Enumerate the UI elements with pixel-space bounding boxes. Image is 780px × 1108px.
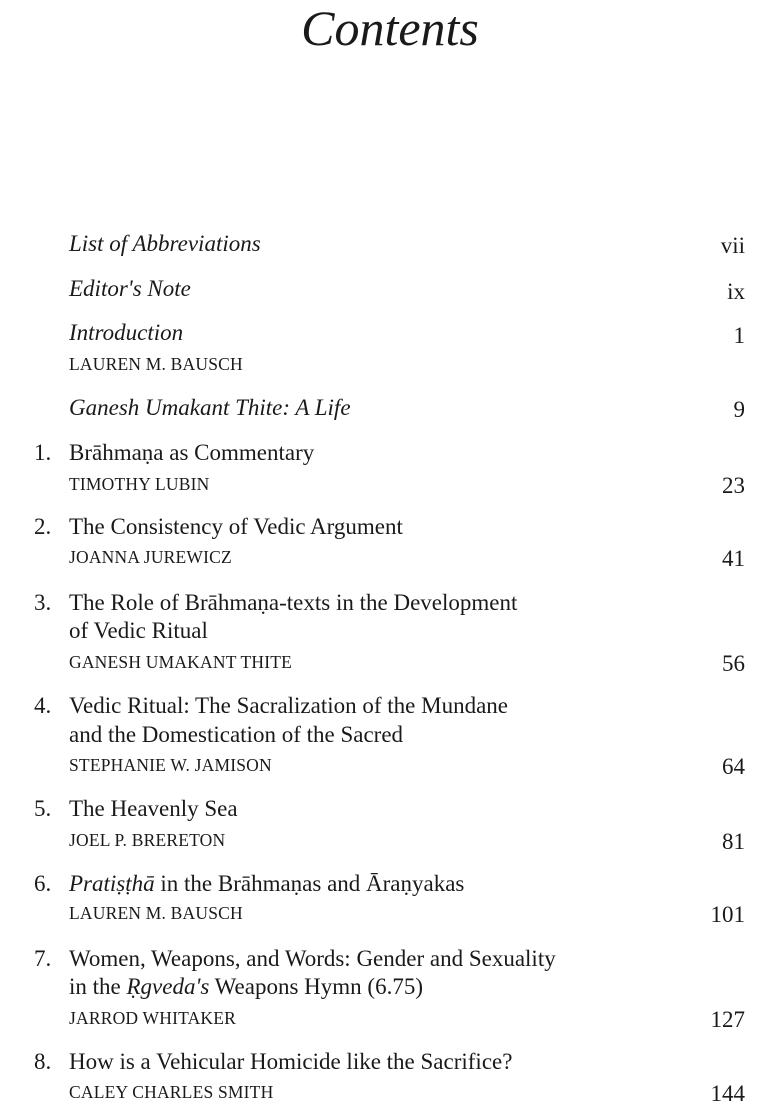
chapter-number: 5. — [34, 796, 52, 821]
toc-page-number: 64 — [722, 754, 745, 779]
chapter-author: TIMOTHY LUBIN — [69, 474, 210, 494]
chapter-author: STEPHANIE W. JAMISON — [69, 755, 272, 775]
toc-page-number: 101 — [710, 902, 745, 927]
chapter-author: LAUREN M. BAUSCH — [69, 903, 243, 923]
chapter-number: 1. — [34, 440, 52, 465]
chapter-title[interactable]: The Heavenly Sea — [69, 796, 238, 821]
chapter-title[interactable]: The Role of Brāhmaṇa-texts in the Development — [69, 590, 518, 615]
toc-page-number: 127 — [710, 1007, 745, 1032]
toc-page-number: vii — [720, 233, 745, 258]
toc-page-number: 9 — [733, 397, 745, 422]
chapter-number: 7. — [34, 946, 52, 971]
chapter-title-continued[interactable]: of Vedic Ritual — [69, 618, 208, 643]
chapter-author: CALEY CHARLES SMITH — [69, 1082, 274, 1102]
chapter-title[interactable]: Pratiṣṭhā in the Brāhmaṇas and Āraṇyakas — [69, 871, 465, 896]
toc-page-number: 41 — [722, 546, 745, 571]
chapter-title[interactable]: The Consistency of Vedic Argument — [69, 514, 403, 539]
toc-entry-title[interactable]: Editor's Note — [69, 276, 191, 301]
chapter-number: 3. — [34, 590, 52, 615]
chapter-title[interactable]: Vedic Ritual: The Sacralization of the Mundane — [69, 693, 508, 718]
toc-page-number: ix — [727, 279, 745, 304]
toc-entry-author: LAUREN M. BAUSCH — [69, 354, 243, 374]
chapter-title-continued[interactable]: in the Ṛgveda's Weapons Hymn (6.75) — [69, 974, 423, 999]
toc-entry-title[interactable]: Introduction — [69, 320, 184, 345]
toc-page-number: 81 — [722, 829, 745, 854]
chapter-title-continued[interactable]: and the Domestication of the Sacred — [69, 722, 404, 747]
chapter-number: 8. — [34, 1049, 52, 1074]
toc-entry-title[interactable]: List of Abbreviations — [69, 231, 261, 256]
chapter-title[interactable]: How is a Vehicular Homicide like the Sacrifice? — [69, 1049, 513, 1074]
chapter-author: JOEL P. BRERETON — [69, 830, 226, 850]
chapter-number: 2. — [34, 514, 52, 539]
page-title: Contents — [301, 0, 479, 56]
chapter-author: JARROD WHITAKER — [69, 1008, 237, 1028]
toc-page-number: 56 — [722, 651, 745, 676]
toc-page-number: 1 — [733, 323, 745, 348]
chapter-title[interactable]: Brāhmaṇa as Commentary — [69, 440, 315, 465]
chapter-title[interactable]: Women, Weapons, and Words: Gender and Sexuality — [69, 946, 556, 971]
chapter-author: JOANNA JUREWICZ — [69, 547, 232, 567]
toc-page-number: 23 — [722, 473, 745, 498]
chapter-number: 6. — [34, 871, 52, 896]
chapter-number: 4. — [34, 693, 52, 718]
toc-entry-title[interactable]: Ganesh Umakant Thite: A Life — [69, 395, 351, 420]
chapter-author: GANESH UMAKANT THITE — [69, 652, 293, 672]
toc-page-number: 144 — [710, 1081, 745, 1106]
